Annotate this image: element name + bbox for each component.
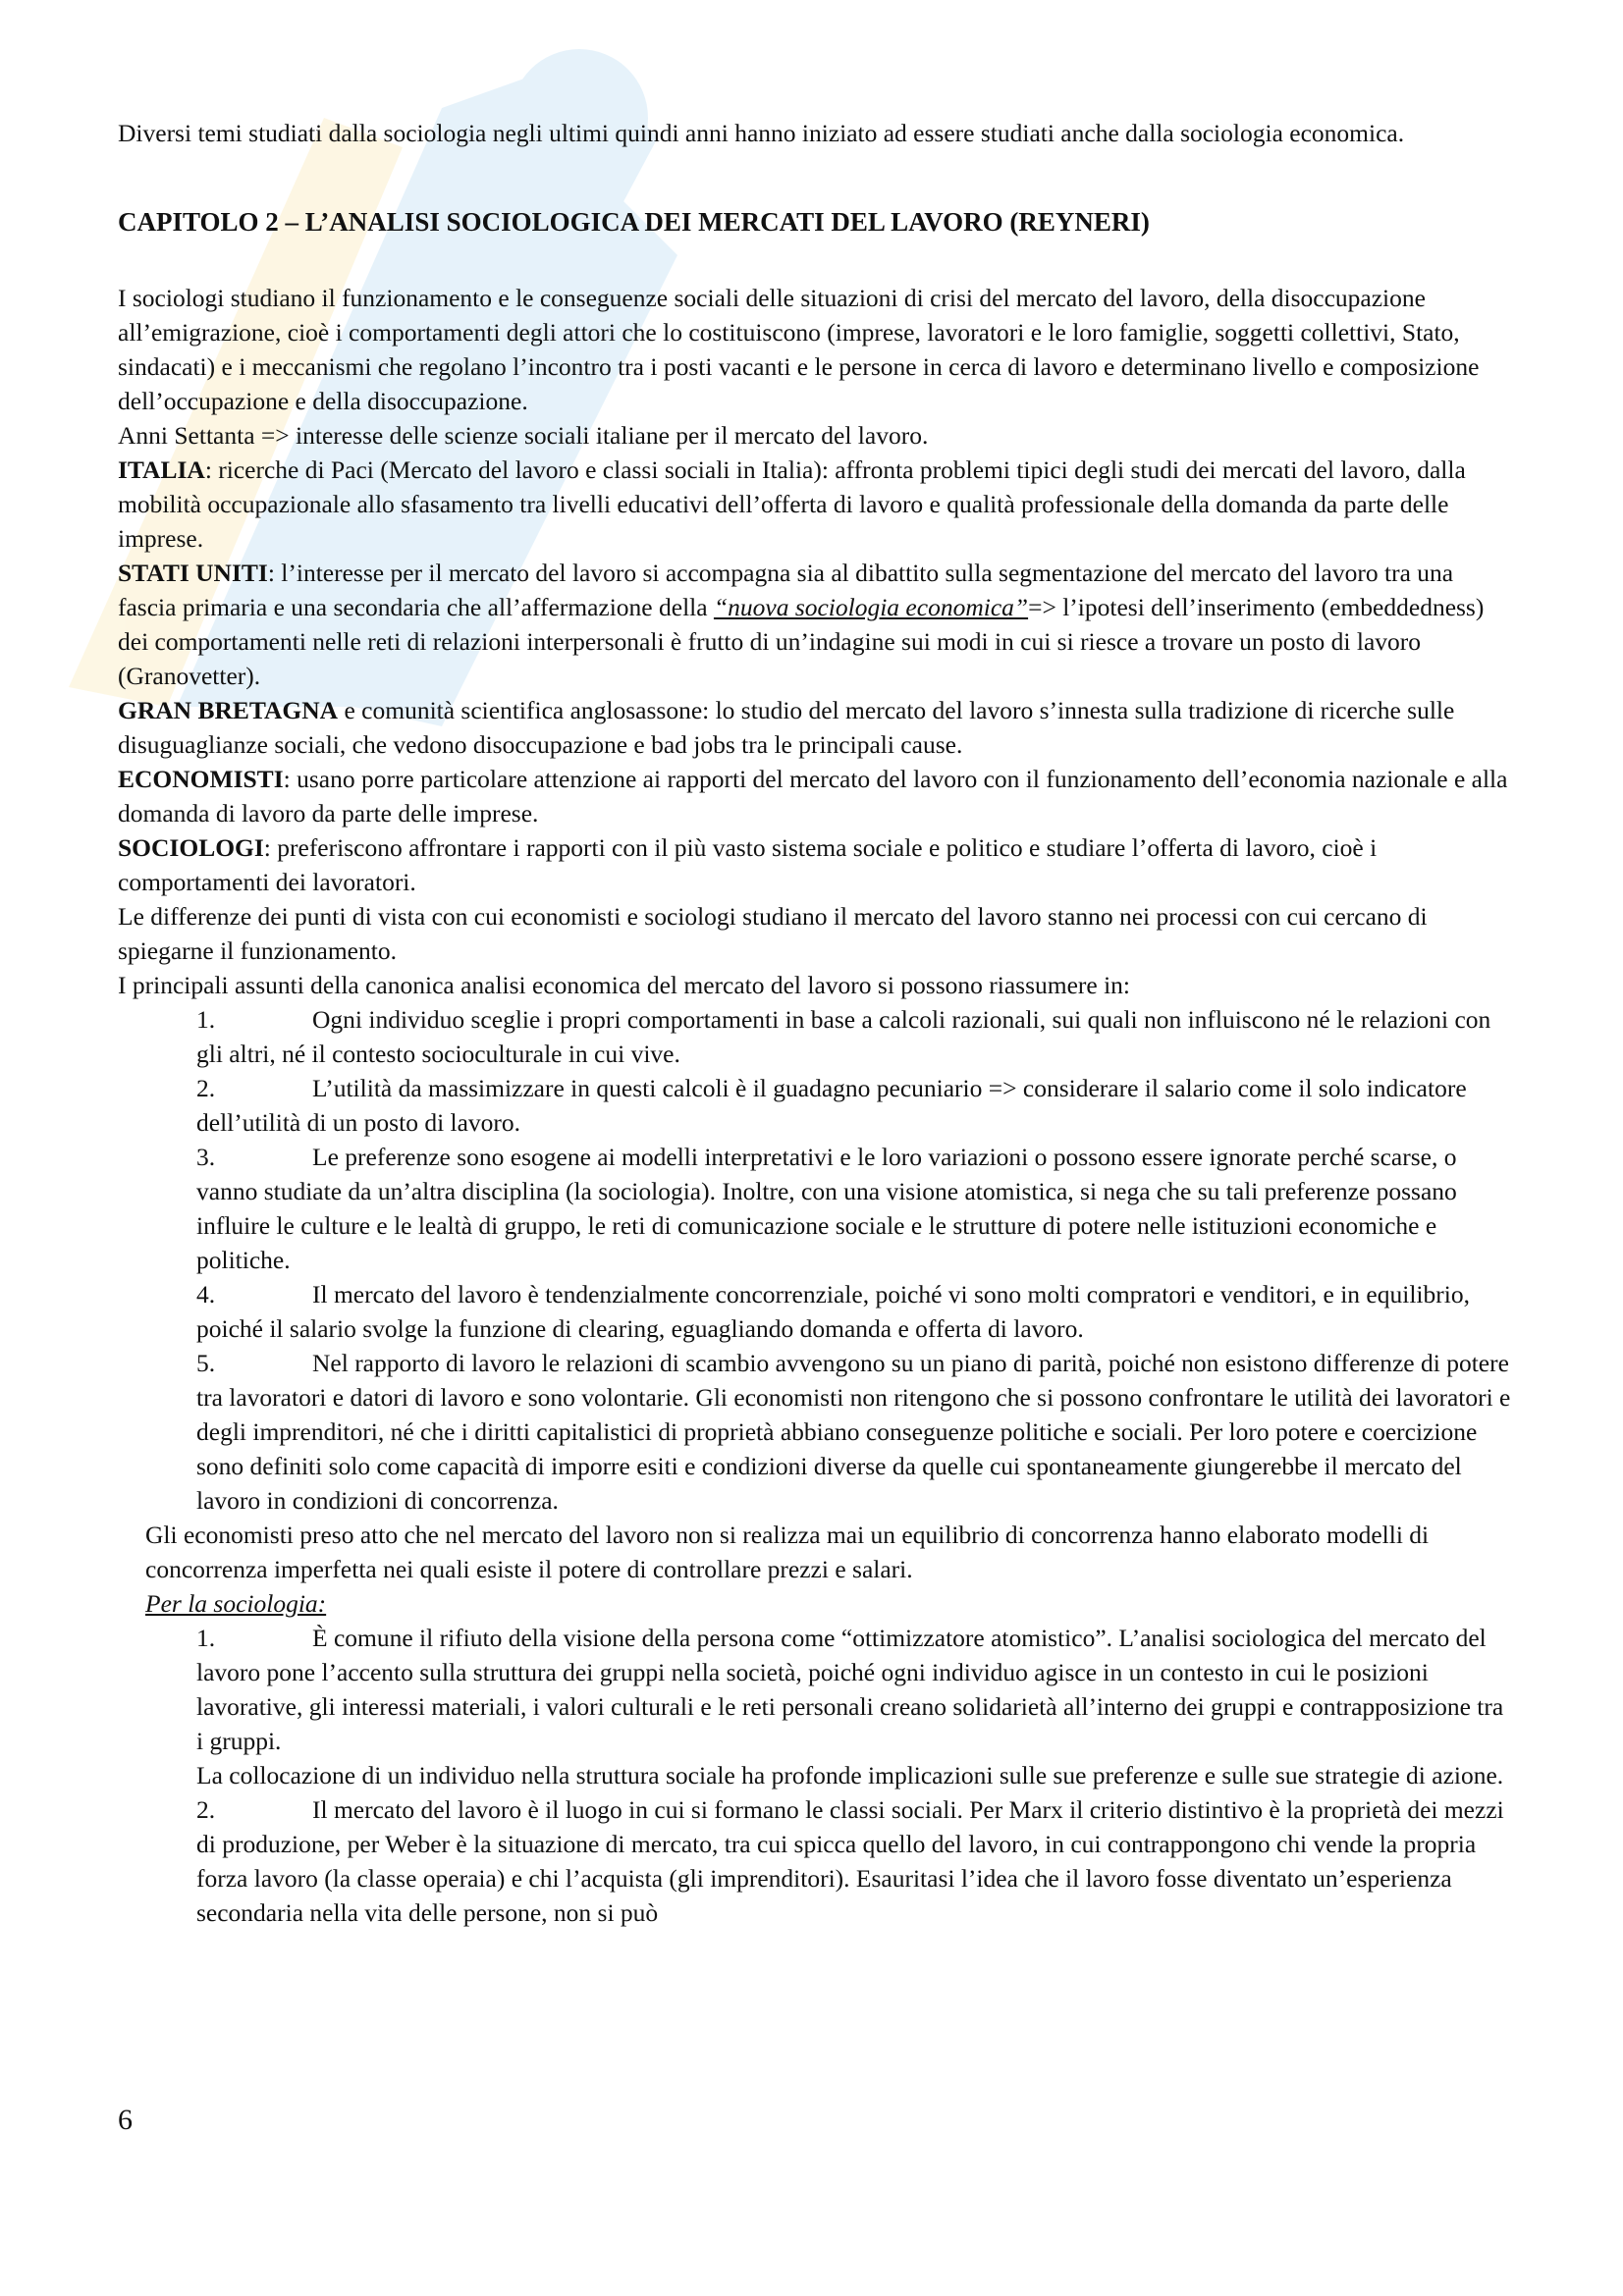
label-sociologi: SOCIOLOGI [118,833,264,862]
list-item-text: Nel rapporto di lavoro le relazioni di scambio avvengono su un piano di parità, poiché non esistono differenze di potere tra lavoratori e datori di lavoro e sono volontarie. Gli economisti non ritengono che si possono confrontare le utilità dei lavoratori e degli imprenditori, né che i diritti capitalistici di proprietà abbiano conseguenze politiche e sociali. Per loro potere e coercizione sono definiti solo come capacità di imporre esiti e condizioni diverse da quelle cui spontaneamente giungerebbe il mercato del lavoro in condizioni di concorrenza. [196,1349,1511,1515]
list-item [196,1346,1512,1518]
chapter-title: CAPITOLO 2 – L’ANALISI SOCIOLOGICA DEI MERCATI DEL LAVORO (REYNERI) [118,207,1150,237]
list-item [196,1140,1512,1277]
list-item-text: Ogni individuo sceglie i propri comportamenti in base a calcoli razionali, sui quali non influiscono né le relazioni con gli altri, né il contesto socioculturale in cui vive. [196,1005,1491,1068]
list-item-number: 2. [196,1074,216,1102]
label-stati-uniti: STATI UNITI [118,559,268,587]
list-item-number: 4. [196,1280,216,1308]
paragraph-sociologi [118,830,1512,899]
list-item-number: 5. [196,1349,216,1377]
paragraph-economisti-concorrenza: Gli economisti preso atto che nel mercato del lavoro non si realizza mai un equilibrio di concorrenza hanno elaborato modelli di concorrenza imperfetta nei quali esiste il potere di controllare prezzi e salari. [145,1521,1430,1583]
paragraph-economisti [118,762,1512,830]
text-economisti: : usano porre particolare attenzione ai rapporti del mercato del lavoro con il funzionamento dell’economia nazionale e alla domanda di lavoro da parte delle imprese. [118,765,1508,828]
list-item-number: 1. [196,1005,216,1034]
list-item-text: Il mercato del lavoro è tendenzialmente concorrenziale, poiché vi sono molti compratori e venditori, e in equilibrio, poiché il salario svolge la funzione di clearing, eguagliando domanda e offerta di lavoro. [196,1280,1470,1343]
list-item [196,1071,1512,1140]
text-stati-uniti-a: : l’interesse per il mercato del lavoro si accompagna sia al dibattito sulla segmentazione del mercato del lavoro tra una fascia primaria e una secondaria che all’affermazione della [118,559,1454,621]
page-number: 6 [118,2104,133,2136]
list-item-extra: La collocazione di un individuo nella struttura sociale ha profonde implicazioni sulle sue preferenze e sulle sue strategie di azione. [196,1761,1504,1789]
list-item-number: 2. [196,1795,216,1824]
list-item-number: 1. [196,1624,216,1652]
paragraph-italia [118,453,1512,556]
text-italia: : ricerche di Paci (Mercato del lavoro e classi sociali in Italia): affronta problemi tipici degli studi dei mercati del lavoro, dalla mobilità occupazionale allo sfasamento tra livelli educativi dell’offerta di lavoro e qualità professionale della domanda da parte delle imprese. [118,455,1466,553]
list-item-text: È comune il rifiuto della visione della persona come “ottimizzatore atomistico”. L’analisi sociologica del mercato del lavoro pone l’accento sulla struttura dei gruppi nella società, poiché ogni individuo agisce in un contesto in cui le posizioni lavorative, gli interessi materiali, i valori culturali e le reti personali creano solidarietà all’interno dei gruppi e contrapposizione tra i gruppi. [196,1624,1504,1755]
label-italia: ITALIA [118,455,205,484]
list-item [196,1621,1512,1792]
list-item-number: 3. [196,1143,216,1171]
intro-paragraph: Diversi temi studiati dalla sociologia negli ultimi quindi anni hanno iniziato ad essere studiati anche dalla sociologia economica. [118,119,1405,147]
paragraph-differenze: Le differenze dei punti di vista con cui economisti e sociologi studiano il mercato del lavoro stanno nei processi con cui cercano di spiegarne il funzionamento. [118,902,1428,965]
per-la-sociologia-heading: Per la sociologia: [145,1589,327,1618]
list-item [196,1792,1512,1930]
paragraph-principali-assunti: I principali assunti della canonica analisi economica del mercato del lavoro si possono riassumere in: [118,971,1131,999]
list-item-text: Le preferenze sono esogene ai modelli interpretativi e le loro variazioni o possono essere ignorate perché scarse, o vanno studiate da un’altra disciplina (la sociologia). Inoltre, con una visione atomistica, si nega che su tali preferenze possano influire le culture e le lealtà di gruppo, le reti di comunicazione sociale e le strutture di potere nelle istituzioni economiche e politiche. [196,1143,1457,1274]
document-body [118,116,1512,1930]
paragraph-anni-settanta: Anni Settanta => interesse delle scienze sociali italiane per il mercato del lavoro. [118,421,929,450]
assunti-list [118,1002,1512,1518]
text-stati-uniti-b: => l’ipotesi dell’inserimento (embeddedness) dei comportamenti nelle reti di relazioni interpersonali è frutto di un’indagine sui modi in cui si riesce a trovare un posto di lavoro (Granovetter). [118,593,1485,690]
list-item-text: Il mercato del lavoro è il luogo in cui si formano le classi sociali. Per Marx il criterio distintivo è la proprietà dei mezzi di produzione, per Weber è la situazione di mercato, tra cui spicca quello del lavoro, in cui contrappongono chi vende la propria forza lavoro (la classe operaia) e chi l’acquista (gli imprenditori). Esauritasi l’idea che il lavoro fosse diventato un’esperienza secondaria nella vita delle persone, non si può [196,1795,1504,1927]
paragraph-gran-bretagna [118,693,1512,762]
list-item [196,1277,1512,1346]
list-item-text: L’utilità da massimizzare in questi calcoli è il guadagno pecuniario => considerare il salario come il solo indicatore dell’utilità di un posto di lavoro. [196,1074,1467,1137]
label-economisti: ECONOMISTI [118,765,284,793]
nuova-sociologia-link[interactable]: “nuova sociologia economica” [713,593,1029,621]
sociologia-list [118,1621,1512,1930]
text-gran-bretagna: e comunità scientifica anglosassone: lo studio del mercato del lavoro s’innesta sulla tradizione di ricerche sulle disuguaglianze sociali, che vedono disoccupazione e bad jobs tra le principali cause. [118,696,1455,759]
text-sociologi: : preferiscono affrontare i rapporti con il più vasto sistema sociale e politico e studiare l’offerta di lavoro, cioè i comportamenti dei lavoratori. [118,833,1378,896]
paragraph-stati-uniti [118,556,1512,693]
label-gran-bretagna: GRAN BRETAGNA [118,696,339,724]
paragraph-sociologi-studiano: I sociologi studiano il funzionamento e le conseguenze sociali delle situazioni di crisi del mercato del lavoro, della disoccupazione all’emigrazione, cioè i comportamenti degli attori che lo costituiscono (imprese, lavoratori e le loro famiglie, soggetti collettivi, Stato, sindacati) e i meccanismi che regolano l’incontro tra i posti vacanti e le persone in cerca di lavoro e determinano livello e composizione dell’occupazione e della disoccupazione. [118,284,1480,415]
list-item [196,1002,1512,1071]
